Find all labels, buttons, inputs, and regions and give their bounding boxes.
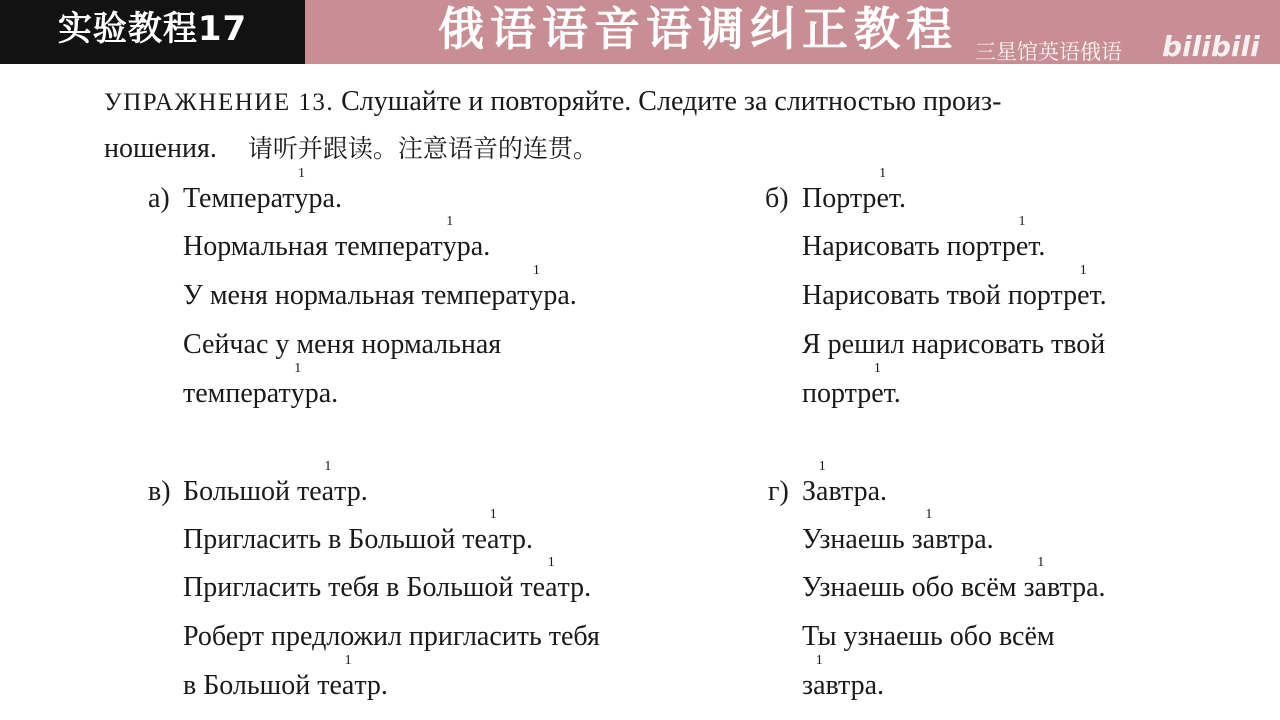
practice-line	[802, 263, 1107, 314]
block-marker: г)	[768, 476, 789, 507]
practice-text-end: ра.	[456, 231, 491, 262]
stressed-vowel: а 1	[545, 555, 558, 603]
stressed-vowel: у 1	[294, 166, 309, 214]
practice-line	[802, 327, 1105, 363]
block-marker: а)	[148, 183, 170, 214]
stress-mark: 1	[446, 214, 454, 229]
block-marker: в)	[148, 476, 171, 507]
practice-text: Большой те	[183, 476, 322, 507]
stress-mark: 1	[1018, 214, 1026, 229]
practice-text-end: тр.	[499, 524, 533, 555]
practice-line	[183, 263, 577, 314]
practice-text: У меня нормальная температ	[183, 280, 530, 311]
stressed-vowel: а 1	[486, 507, 500, 555]
practice-text-end: тр.	[557, 572, 592, 603]
practice-text: З	[802, 476, 817, 507]
stressed-vowel: е 1	[1077, 263, 1090, 311]
practice-text-end: тр.	[354, 670, 388, 701]
practice-text: Узнаешь з	[802, 524, 923, 555]
stressed-vowel: у 1	[529, 263, 544, 311]
practice-line	[802, 507, 994, 558]
exercise-instruction: Слушайте и повторяйте. Следите за слитностью произ-	[341, 86, 1002, 117]
practice-line	[183, 166, 342, 217]
practice-text-end: т.	[1089, 280, 1107, 311]
practice-text-end: т.	[888, 183, 907, 214]
stressed-vowel: у 1	[442, 214, 457, 262]
stressed-vowel: у 1	[290, 361, 305, 409]
practice-text: в Большой те	[183, 670, 342, 701]
practice-line	[183, 459, 368, 510]
stressed-vowel: е 1	[876, 166, 889, 214]
practice-text: Ты узнаешь обо всём	[802, 621, 1055, 652]
practice-line	[183, 619, 600, 655]
channel-watermark: 三星馆英语俄语	[975, 40, 1122, 64]
practice-text-end: т.	[1028, 231, 1046, 262]
lesson-tag: 实验教程17	[0, 0, 305, 64]
practice-text-end: ра.	[304, 378, 339, 409]
stress-mark: 1	[532, 263, 540, 278]
practice-line	[802, 459, 887, 510]
practice-text-end: втра.	[1046, 572, 1106, 603]
stressed-vowel: е 1	[871, 361, 884, 409]
block-marker: б)	[765, 183, 789, 214]
practice-text: Пригласить в Большой те	[183, 524, 487, 555]
stressed-vowel: а 1	[321, 459, 335, 507]
practice-line	[802, 555, 1106, 606]
stressed-vowel: а 1	[922, 507, 936, 555]
practice-text: температ	[183, 378, 291, 409]
stress-mark: 1	[815, 653, 823, 668]
stress-mark: 1	[298, 166, 306, 181]
practice-text-end: ра.	[543, 280, 577, 311]
practice-text: Нарисовать твой портр	[802, 280, 1078, 311]
stress-mark: 1	[547, 555, 555, 570]
practice-line	[183, 361, 339, 412]
stress-mark: 1	[294, 361, 302, 376]
stress-mark: 1	[344, 653, 352, 668]
stress-mark: 1	[489, 507, 497, 522]
practice-line	[183, 555, 592, 606]
stress-mark: 1	[818, 459, 826, 474]
practice-text: Сейчас у меня нормальная	[183, 329, 502, 360]
practice-text: Температ	[183, 183, 295, 214]
practice-line	[183, 507, 533, 558]
bilibili-logo: bilibili	[1162, 30, 1260, 63]
practice-text-end: ра.	[308, 183, 342, 214]
practice-line	[802, 619, 1055, 655]
stressed-vowel: е 1	[1015, 214, 1029, 262]
practice-line	[183, 653, 388, 704]
stressed-vowel: а 1	[341, 653, 355, 701]
practice-line	[183, 327, 501, 363]
practice-text-end: тр.	[334, 476, 368, 507]
practice-text: Узнаешь обо всём з	[802, 572, 1035, 603]
stressed-vowel: а 1	[1034, 555, 1047, 603]
stress-mark: 1	[324, 459, 332, 474]
practice-line	[802, 361, 901, 412]
stressed-vowel: а 1	[816, 459, 829, 507]
practice-line	[802, 214, 1046, 265]
practice-line	[802, 653, 885, 704]
practice-text: Я решил нарисовать твой	[802, 329, 1106, 360]
exercise-translation: 请听并跟读。注意语音的连贯。	[247, 134, 598, 163]
exercise-label: УПРАЖНЕНИЕ 13.	[104, 89, 335, 116]
practice-text-end: т.	[883, 378, 901, 409]
exercise-heading	[104, 84, 1001, 121]
practice-text-end: втра.	[825, 670, 885, 701]
stress-mark: 1	[925, 507, 933, 522]
practice-text: з	[802, 670, 814, 701]
practice-line	[802, 166, 907, 217]
stress-mark: 1	[873, 361, 881, 376]
practice-text-end: втра.	[828, 476, 887, 507]
practice-text-end: втра.	[935, 524, 994, 555]
practice-text: Пригласить тебя в Большой те	[183, 572, 546, 603]
stress-mark: 1	[1079, 263, 1087, 278]
stress-mark: 1	[1037, 555, 1045, 570]
stress-mark: 1	[879, 166, 887, 181]
practice-line	[183, 214, 491, 265]
course-title: 俄语语音语调纠正教程	[438, 2, 958, 56]
title-banner	[0, 0, 1280, 64]
practice-text: Нарисовать портр	[802, 231, 1016, 262]
exercise-instruction-end: ношения.	[104, 133, 217, 164]
exercise-heading-continued	[104, 131, 598, 167]
practice-text: портр	[802, 378, 872, 409]
stressed-vowel: а 1	[813, 653, 826, 701]
practice-text: Нормальная температ	[183, 231, 443, 262]
practice-text: Роберт предложил пригласить тебя	[183, 621, 600, 652]
practice-text: Портр	[802, 183, 877, 214]
